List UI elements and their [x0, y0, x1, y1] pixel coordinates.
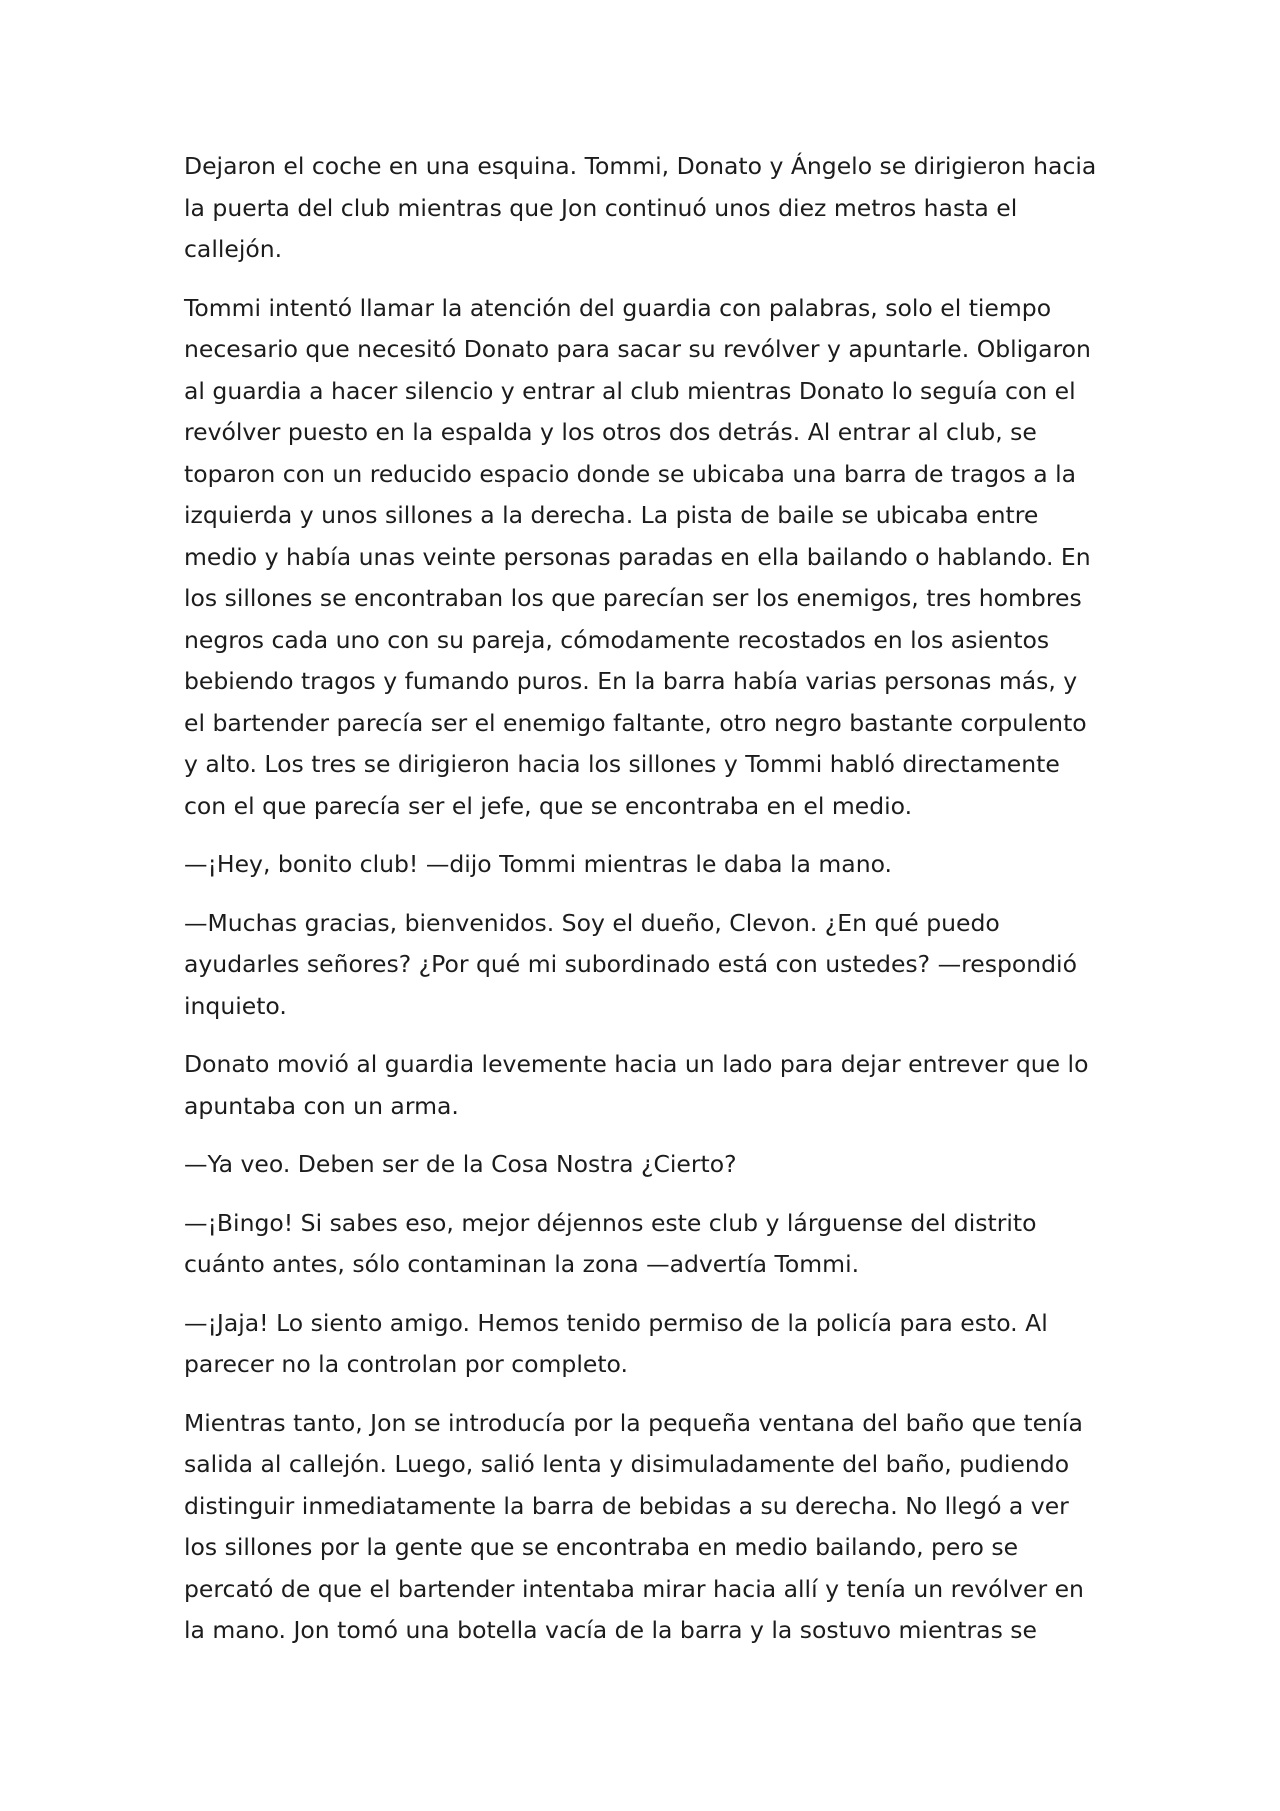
paragraph-4: —Muchas gracias, bienvenidos. Soy el dueño, Clevon. ¿En qué puedo ayudarles señores? ¿Por qué mi subordinado está con ustedes? —respondió inquieto.	[184, 908, 1077, 1020]
paragraph-9: Mientras tanto, Jon se introducía por la pequeña ventana del baño que tenía salida al callejón. Luego, salió lenta y disimuladamente del baño, pudiendo distinguir inmediatamente la barra de bebidas a su derecha. No llegó a ver los sillones por la gente que se encontraba en medio bailando, pero se percató de que el bartender intentaba mirar hacia allí y tenía un revólver en la mano. Jon tomó una botella vacía de la barra y la sostuvo mientras se	[184, 1408, 1084, 1644]
paragraph-2: Tommi intentó llamar la atención del guardia con palabras, solo el tiempo necesario que necesitó Donato para sacar su revólver y apuntarle. Obligaron al guardia a hacer silencio y entrar al club mientras Donato lo seguía con el revólver puesto en la espalda y los otros dos detrás. Al entrar al club, se toparon con un reducido espacio donde se ubicaba una barra de tragos a la izquierda y unos sillones a la derecha. La pista de baile se ubicaba entre medio y había unas veinte personas paradas en ella bailando o hablando. En los sillones se encontraban los que parecían ser los enemigos, tres hombres negros cada uno con su pareja, cómodamente recostados en los asientos bebiendo tragos y fumando puros. En la barra había varias personas más, y el bartender parecía ser el enemigo faltante, otro negro bastante corpulento y alto. Los tres se dirigieron hacia los sillones y Tommi habló directamente con el que parecía ser el jefe, que se encontraba en el medio.	[184, 293, 1091, 820]
document-page	[184, 146, 1104, 1669]
paragraph-1: Dejaron el coche en una esquina. Tommi, Donato y Ángelo se dirigieron hacia la puerta del club mientras que Jon continuó unos diez metros hasta el callejón.	[184, 152, 1097, 263]
paragraph-3: —¡Hey, bonito club! —dijo Tommi mientras le daba la mano.	[184, 850, 893, 878]
paragraph-5: Donato movió al guardia levemente hacia un lado para dejar entrever que lo apuntaba con un arma.	[184, 1050, 1089, 1120]
paragraph-7: —¡Bingo! Si sabes eso, mejor déjennos este club y lárguense del distrito cuánto antes, sólo contaminan la zona —advertía Tommi.	[184, 1208, 1037, 1278]
paragraph-8: —¡Jaja! Lo siento amigo. Hemos tenido permiso de la policía para esto. Al parecer no la controlan por completo.	[184, 1308, 1048, 1378]
paragraph-6: —Ya veo. Deben ser de la Cosa Nostra ¿Cierto?	[184, 1150, 737, 1178]
